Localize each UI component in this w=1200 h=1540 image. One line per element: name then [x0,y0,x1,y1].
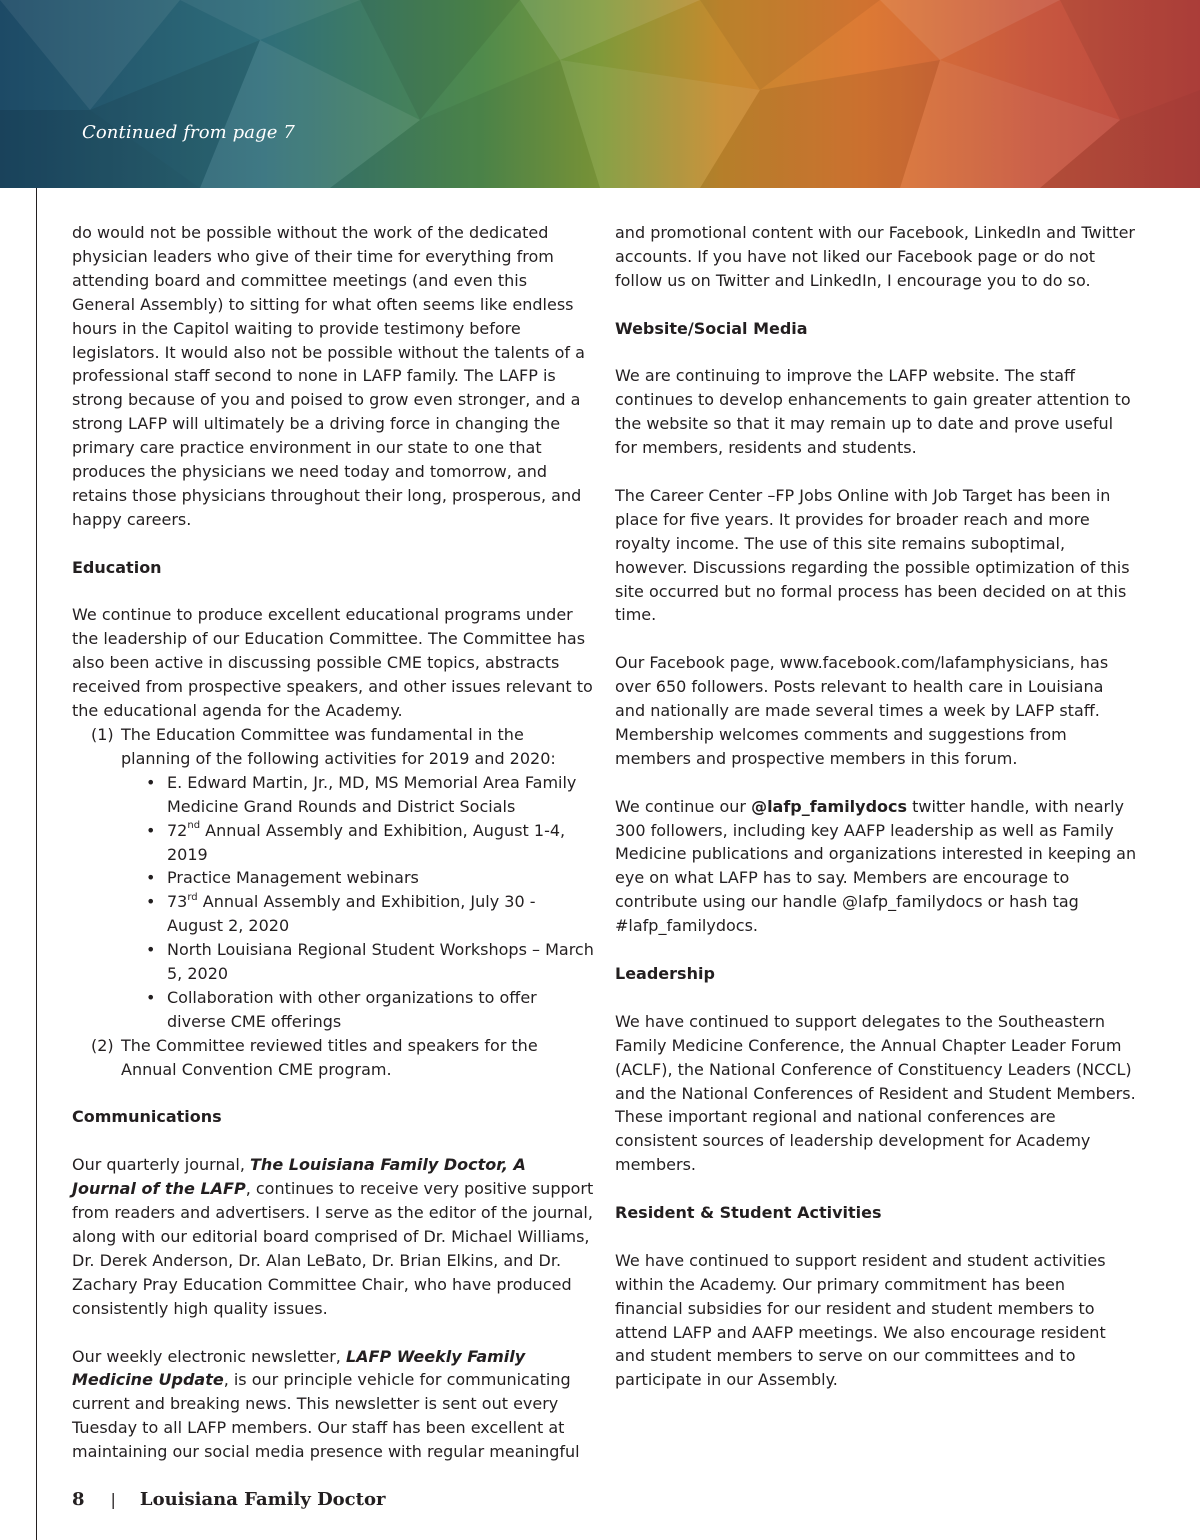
website-paragraph: We are continuing to improve the LAFP website. The staff continues to develop enhancements to gain greater attention to the website so that it may remain up to date and prove useful for members, residents and students. [615,366,1131,458]
page-number: 8 [72,1488,85,1510]
bullet-item: • E. Edward Martin, Jr., MD, MS Memorial Area Family Medicine Grand Rounds and District Socials [167,771,594,819]
polygon-pattern [0,0,1200,188]
career-center-paragraph: The Career Center –FP Jobs Online with Job Target has been in place for five years. It provides for broader reach and more royalty income. The use of this site remains suboptimal, however. Discussions regarding the possible optimization of this site occurred but no formal process has been decided on at this time. [615,485,1130,625]
facebook-paragraph: Our Facebook page, www.facebook.com/lafamphysicians, has over 650 followers. Posts relevant to health care in Louisiana and nationally are made several times a week by LAFP staff. Membership welcomes comments and suggestions from members and prospective members in this forum. [615,653,1109,768]
header-banner [0,0,1200,188]
leadership-paragraph: We have continued to support delegates to the Southeastern Family Medicine Conference, the Annual Chapter Leader Forum (ACLF), the National Conference of Constituency Leaders (NCCL) and the National Conferences of Resident and Student Members. These important regional and national conferences are consistent sources of leadership development for Academy members. [615,1011,1136,1175]
list-item [72,1034,594,1082]
bullet-item: • North Louisiana Regional Student Workshops – March 5, 2020 [167,938,594,986]
list-item [72,723,594,1034]
bullet-item: • 73rd Annual Assembly and Exhibition, July 30 - August 2, 2020 [167,890,594,938]
education-heading: Education [72,557,162,577]
item-number: (2) [91,1035,114,1055]
publication-name: Louisiana Family Doctor [139,1488,386,1510]
bullet-item: • Collaboration with other organizations to offer diverse CME offerings [167,986,594,1034]
website-heading: Website/Social Media [615,318,808,338]
social-continued-paragraph: and promotional content with our Facebook, LinkedIn and Twitter accounts. If you have not liked our Facebook page or do not follow us on Twitter and LinkedIn, I encourage you to do so. [615,223,1135,290]
communications-heading: Communications [72,1107,222,1127]
item-number: (1) [91,725,114,744]
right-column [615,221,1137,1416]
twitter-handle: @lafp_familydocs [751,796,908,816]
intro-paragraph: do would not be possible without the work of the dedicated physician leaders who give of their time for everything from attending board and committee meetings (and even this General Assembly) to sitting for what often seems like endless hours in the Capitol waiting to provide testimony before legislators. It would also not be possible without the talents of a professional staff second to none in LAFP family. The LAFP is strong because of you and poised to grow even stronger, and a strong LAFP will ultimately be a driving force in changing the primary care practice environment in our state to one that produces the physicians we need today and tomorrow, and retains those physicians throughout their long, prosperous, and happy careers. [72,223,585,529]
journal-title: The Louisiana Family Doctor, A Journal of the LAFP [72,1155,526,1199]
leadership-heading: Leadership [615,964,715,983]
resident-student-paragraph: We have continued to support resident and student activities within the Academy. Our primary commitment has been financial subsidies for our resident and student members to attend LAFP and AAFP meetings. We also encourage resident and student members to serve on our committees and to participate in our Assembly. [615,1250,1106,1390]
footer-separator: | [110,1489,116,1509]
twitter-paragraph: We continue our @lafp_familydocs twitter handle, with nearly 300 followers, including key AAFP leadership as well as Family Medicine publications and organizations interested in keeping an eye on what LAFP has to say. Members are encourage to contribute using our handle @lafp_familydocs or hash tag #lafp_familydocs. [615,796,1137,936]
item-text: The Committee reviewed titles and speakers for the Annual Convention CME program. [121,1035,538,1079]
left-margin-rule [36,188,37,1540]
newsletter-title: LAFP Weekly Family Medicine Update [72,1346,526,1390]
newsletter-paragraph: Our weekly electronic newsletter, LAFP Weekly Family Medicine Update, is our principle vehicle for communicating current and breaking news. This newsletter is sent out every Tuesday to all LAFP members. Our staff has been excellent at maintaining our social media presence with regular meaningful [72,1346,580,1462]
journal-paragraph: Our quarterly journal, The Louisiana Family Doctor, A Journal of the LAFP, continues to receive very positive support from readers and advertisers. I serve as the editor of the journal, along with our editorial board comprised of Dr. Michael Williams, Dr. Derek Anderson, Dr. Alan LeBato, Dr. Brian Elkins, and Dr. Zachary Pray Education Committee Chair, who have produced consistently high quality issues. [72,1155,594,1318]
page-footer [72,1487,385,1511]
left-column [72,221,594,1488]
bullet-item: • Practice Management webinars [167,866,594,890]
education-list [72,723,594,1082]
bullet-item: • 72nd Annual Assembly and Exhibition, August 1-4, 2019 [167,819,594,867]
education-paragraph: We continue to produce excellent educational programs under the leadership of our Education Committee. The Committee has also been active in discussing possible CME topics, abstracts received from prospective speakers, and other issues relevant to the educational agenda for the Academy. [72,605,593,721]
activities-list [121,771,594,1034]
continued-from-label: Continued from page 7 [82,122,295,143]
item-text: The Education Committee was fundamental in the planning of the following activities for 2019 and 2020: [121,725,556,768]
resident-student-heading: Resident & Student Activities [615,1203,882,1223]
